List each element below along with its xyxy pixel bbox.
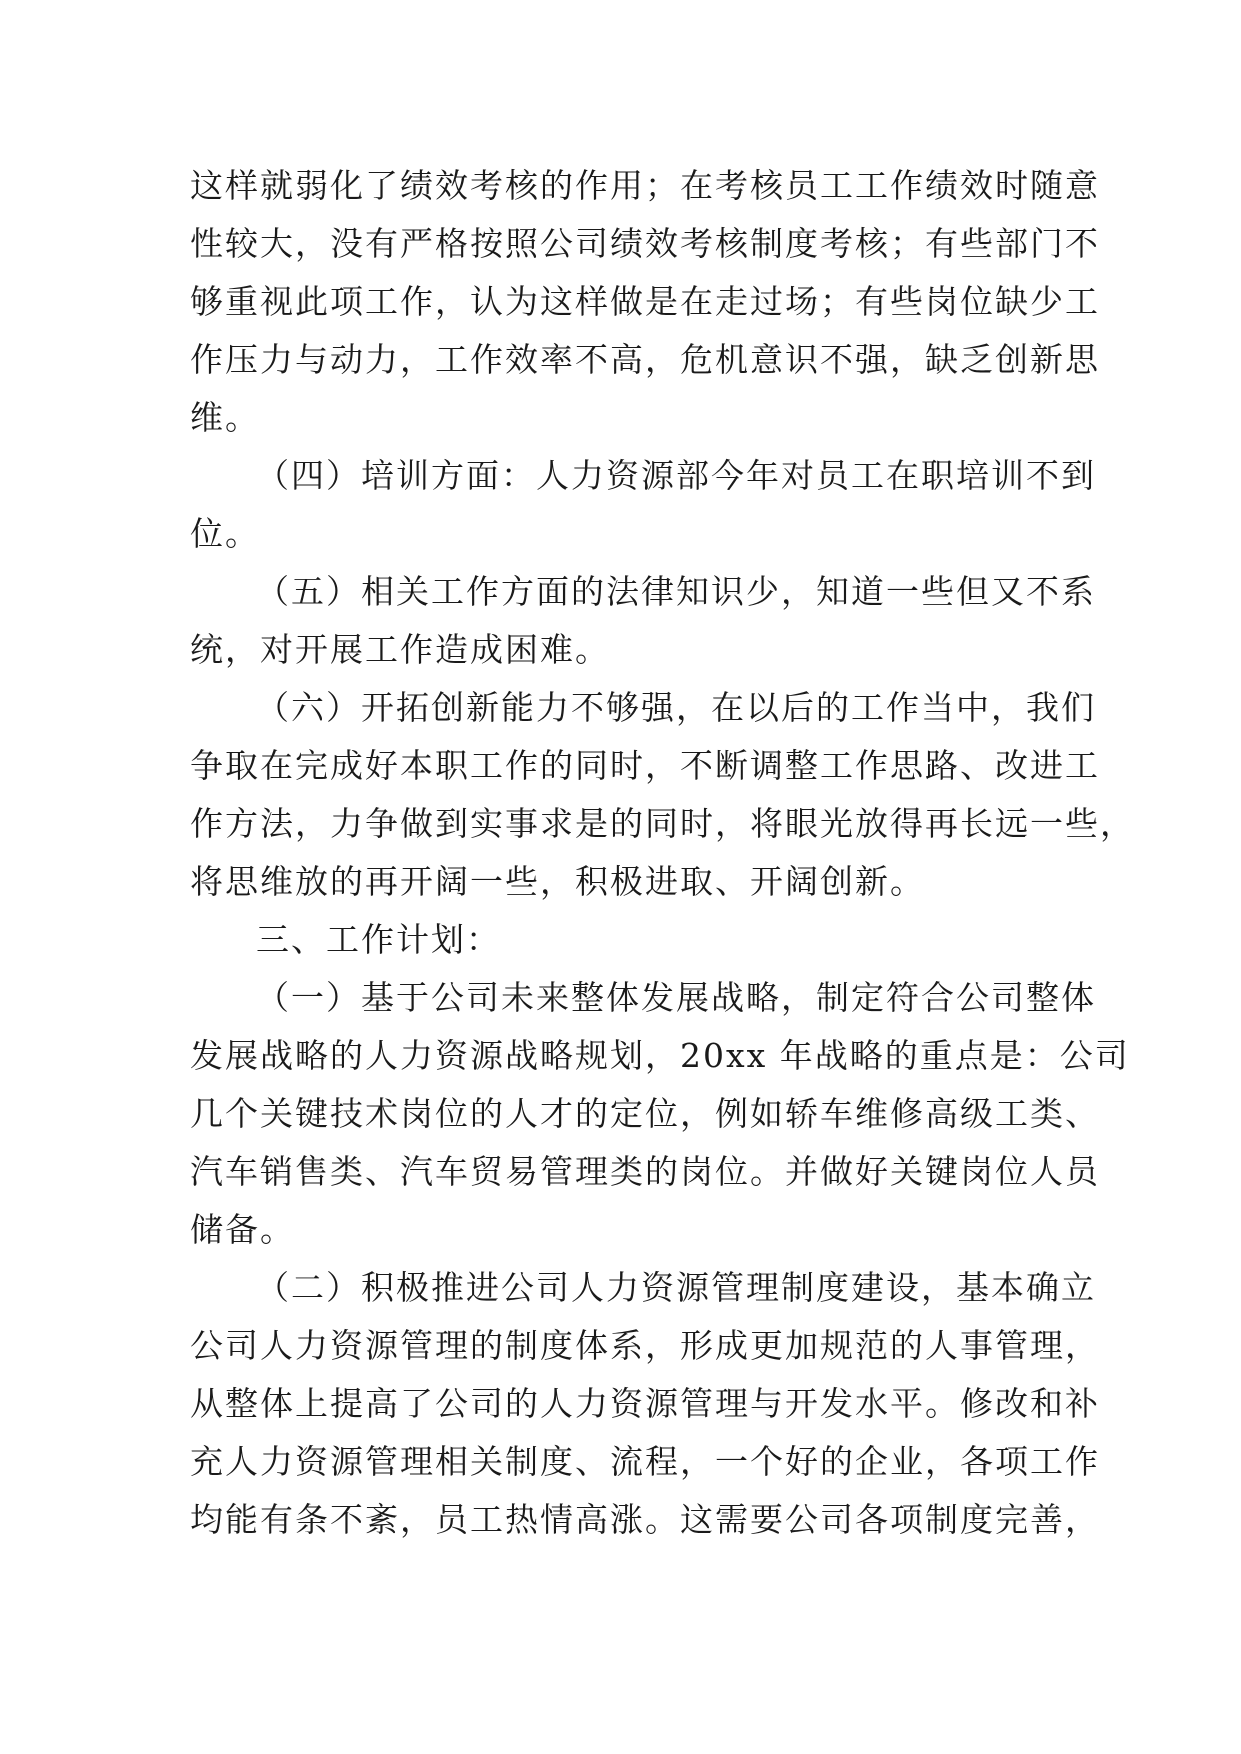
text-line: （二）积极推进公司人力资源管理制度建设，基本确立 bbox=[256, 1268, 1096, 1307]
text-line: 作压力与动力，工作效率不高，危机意识不强，缺乏创新思 bbox=[190, 340, 1100, 379]
text-line: 统，对开展工作造成困难。 bbox=[190, 630, 610, 669]
text-line: （五）相关工作方面的法律知识少，知道一些但又不系 bbox=[256, 572, 1096, 611]
text-line: 够重视此项工作，认为这样做是在走过场；有些岗位缺少工 bbox=[190, 282, 1100, 321]
text-line: 充人力资源管理相关制度、流程，一个好的企业，各项工作 bbox=[190, 1442, 1100, 1481]
text-line: 争取在完成好本职工作的同时，不断调整工作思路、改进工 bbox=[190, 746, 1100, 785]
text-line: （一）基于公司未来整体发展战略，制定符合公司整体 bbox=[256, 978, 1096, 1017]
document-body bbox=[190, 157, 1135, 1549]
text-line: 几个关键技术岗位的人才的定位，例如轿车维修高级工类、 bbox=[190, 1094, 1100, 1133]
text-line: 汽车销售类、汽车贸易管理类的岗位。并做好关键岗位人员 bbox=[190, 1152, 1100, 1191]
text-line: 从整体上提高了公司的人力资源管理与开发水平。修改和补 bbox=[190, 1384, 1100, 1423]
text-line: （四）培训方面：人力资源部今年对员工在职培训不到 bbox=[256, 456, 1096, 495]
text-line: 作方法，力争做到实事求是的同时，将眼光放得再长远一些， bbox=[190, 804, 1135, 843]
text-line: 发展战略的人力资源战略规划，20xx 年战略的重点是：公司 bbox=[190, 1036, 1130, 1075]
text-line: 性较大，没有严格按照公司绩效考核制度考核；有些部门不 bbox=[190, 224, 1100, 263]
text-line: 公司人力资源管理的制度体系，形成更加规范的人事管理， bbox=[190, 1326, 1100, 1365]
text-line: 均能有条不紊，员工热情高涨。这需要公司各项制度完善， bbox=[190, 1500, 1100, 1539]
text-line: （六）开拓创新能力不够强，在以后的工作当中，我们 bbox=[256, 688, 1096, 727]
text-line: 维。 bbox=[190, 398, 260, 437]
text-line: 三、工作计划： bbox=[256, 920, 501, 959]
text-line: 储备。 bbox=[190, 1210, 295, 1249]
text-line: 这样就弱化了绩效考核的作用；在考核员工工作绩效时随意 bbox=[190, 166, 1100, 205]
text-line: 将思维放的再开阔一些，积极进取、开阔创新。 bbox=[190, 862, 925, 901]
text-line: 位。 bbox=[190, 514, 260, 553]
